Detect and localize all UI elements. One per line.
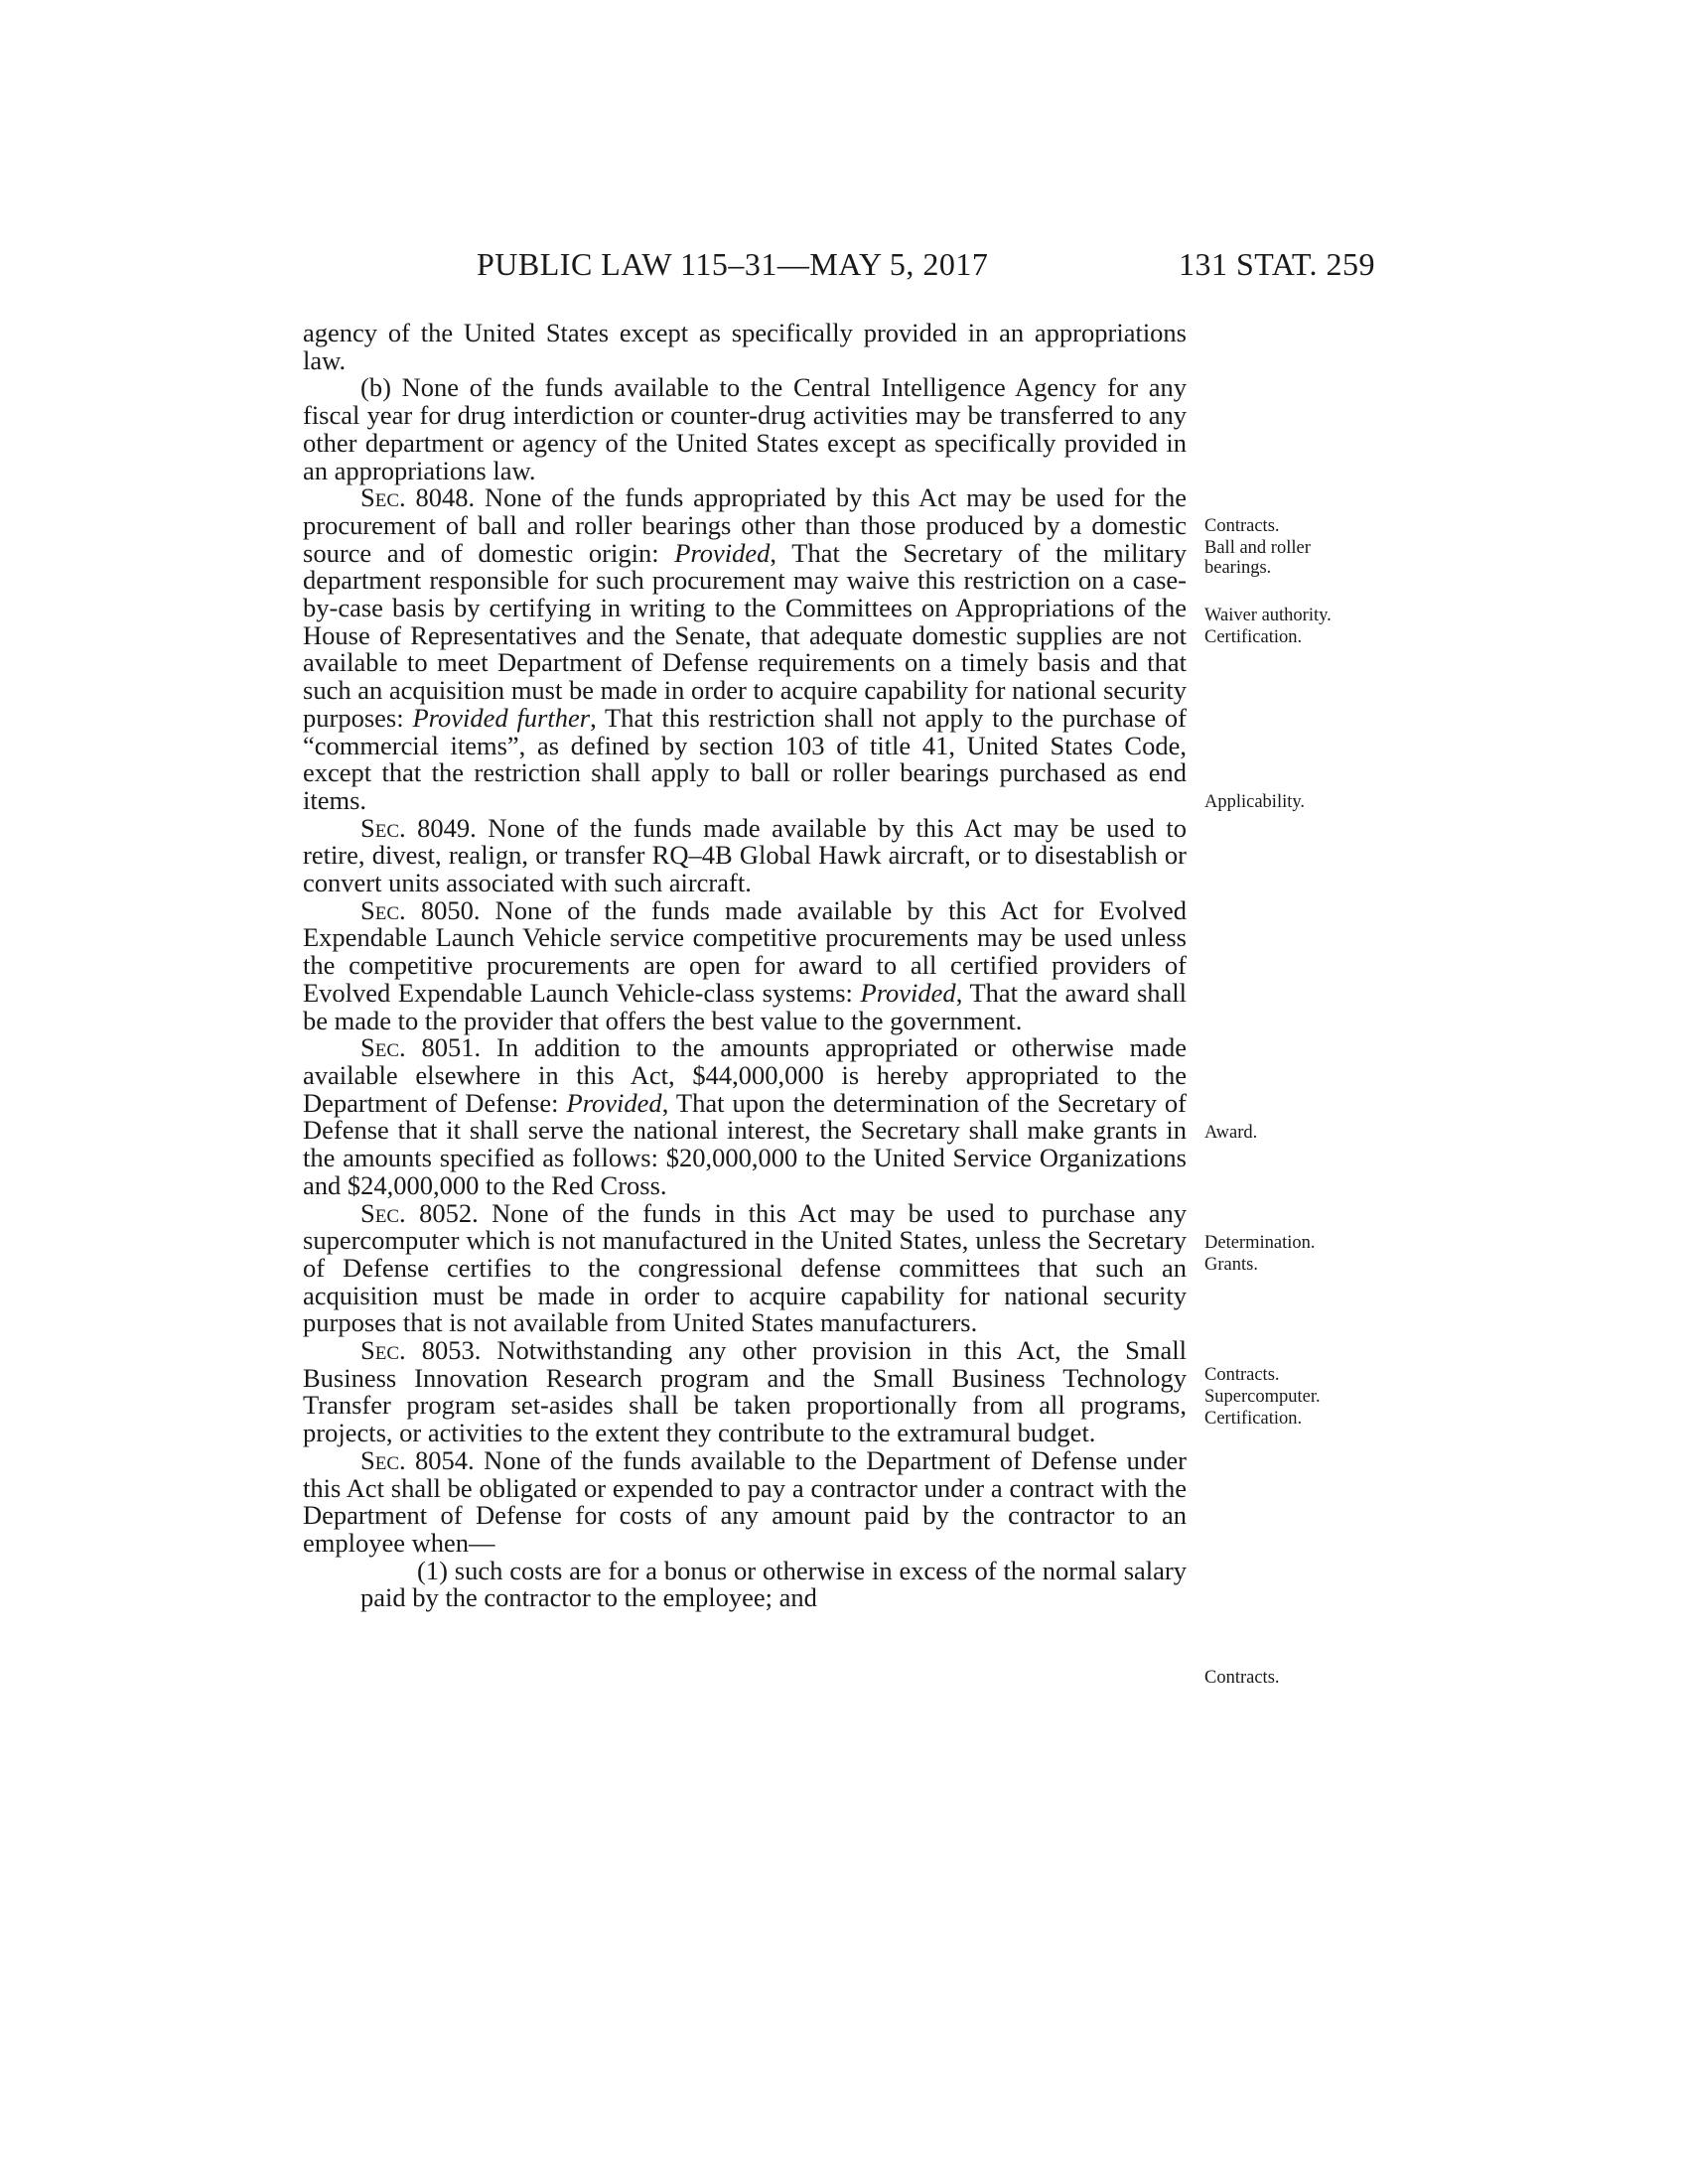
proviso: Provided further — [412, 702, 591, 733]
paragraph-b: (b) None of the funds available to the Central Intelligence Agency for any fiscal year for drug interdiction or counter-drug activities may be transferred to any other department or agency of the United States except as specifically provided in an appropriations law. — [303, 372, 1187, 485]
margin-note: Grants. — [1204, 1255, 1258, 1275]
section-8049 — [303, 812, 1187, 898]
section-text: , That this restriction shall not apply to the purchase of “commercial items”, as defined by section 103 of title 41, United States Code, except that the restriction shall apply to ball or roller bearings purchased as end items. — [303, 702, 1188, 815]
margin-note: Supercomputer. — [1204, 1387, 1321, 1407]
margin-note: Contracts. — [1204, 1365, 1280, 1385]
section-8048 — [303, 484, 1187, 814]
page-header — [298, 246, 1390, 286]
body-text — [303, 320, 1187, 1612]
section-text: In addition to the amounts appropriated or otherwise made available elsewhere in this Act, $44,000,000 is hereby appropriated to the Department of Defense: — [303, 1032, 1187, 1118]
margin-note: Applicability. — [1204, 792, 1306, 812]
margin-note: Contracts. — [1204, 516, 1280, 536]
section-label: Sec. 8054. — [360, 1444, 475, 1475]
section-text: None of the funds in this Act may be used to purchase any supercomputer which is not manufactured in the United States, unless the Secretary of Defense certifies to the congressional defense committees that such an acquisition must be made in order to acquire capability for national security purposes that is not available from United States manufacturers. — [303, 1197, 1187, 1338]
section-8050 — [303, 894, 1188, 1035]
margin-note: Certification. — [1204, 627, 1303, 647]
margin-note: Award. — [1204, 1123, 1258, 1143]
proviso: Provided — [566, 1087, 662, 1118]
margin-note: Ball and roller bearings. — [1204, 538, 1311, 578]
section-8052 — [303, 1197, 1187, 1338]
proviso: Provided — [860, 977, 956, 1008]
margin-note: Waiver authority. — [1204, 606, 1332, 625]
section-label: Sec. 8048. — [360, 482, 476, 513]
section-text: , That the award shall be made to the provider that offers the best value to the government. — [303, 977, 1188, 1035]
section-label: Sec. 8053. — [360, 1335, 482, 1366]
margin-note: Certification. — [1204, 1409, 1303, 1429]
margin-note: Contracts. — [1204, 1668, 1280, 1688]
section-text: None of the funds made available by this Act for Evolved Expendable Launch Vehicle service competitive procurements may be used unless the competitive procurements are open for award to all certified providers of Evolved Expendable Launch Vehicle-class systems: — [303, 894, 1187, 1008]
section-8053 — [303, 1337, 1187, 1447]
proviso: Provided — [674, 537, 771, 568]
page-number: 131 STAT. 259 — [1178, 246, 1375, 282]
section-text: , That the Secretary of the military department responsible for such procurement may waive this restriction on a case-by-case basis by certifying in writing to the Committees on Appropriations of the House of Representatives and the Senate, that adequate domestic supplies are not available to meet Department of Defense requirements on a timely basis and that such an acquisition must be made in order to acquire capability for national security purposes: — [303, 537, 1188, 733]
section-text: None of the funds made available by this Act may be used to retire, divest, realign, or transfer RQ–4B Global Hawk aircraft, or to disestablish or convert units associated with such aircraft. — [303, 812, 1187, 898]
section-text: , That upon the determination of the Secretary of Defense that it shall serve the national interest, the Secretary shall make grants in the amounts specified as follows: $20,000,000 to the United Service Organizations and $24,000,000 to the Red Cross. — [303, 1087, 1188, 1200]
section-label: Sec. 8051. — [360, 1032, 482, 1063]
section-text: None of the funds appropriated by this Act may be used for the procurement of ball and roller bearings other than those produced by a domestic source and of domestic origin: — [303, 482, 1187, 568]
running-head: PUBLIC LAW 115–31—MAY 5, 2017 — [477, 246, 989, 282]
paragraph-continued: agency of the United States except as specifically provided in an appropriations law. — [303, 318, 1187, 375]
section-label: Sec. 8052. — [360, 1197, 479, 1228]
section-label: Sec. 8050. — [360, 894, 481, 925]
section-text: None of the funds available to the Department of Defense under this Act shall be obligated or expended to pay a contractor under a contract with the Department of Defense for costs of any amount paid by the contractor to an employee when— — [303, 1444, 1187, 1558]
section-8054 — [303, 1444, 1187, 1558]
section-8051 — [303, 1034, 1187, 1199]
list-item: (1) such costs are for a bonus or otherwise in excess of the normal salary paid by the contractor to the employee; and — [360, 1555, 1187, 1613]
section-label: Sec. 8049. — [360, 812, 477, 843]
section-text: Notwithstanding any other provision in this Act, the Small Business Innovation Research program and the Small Business Technology Transfer program set-asides shall be taken proportionally from all programs, projects, or activities to the extent they contribute to the extramural budget. — [303, 1335, 1187, 1448]
margin-note: Determination. — [1204, 1233, 1316, 1253]
